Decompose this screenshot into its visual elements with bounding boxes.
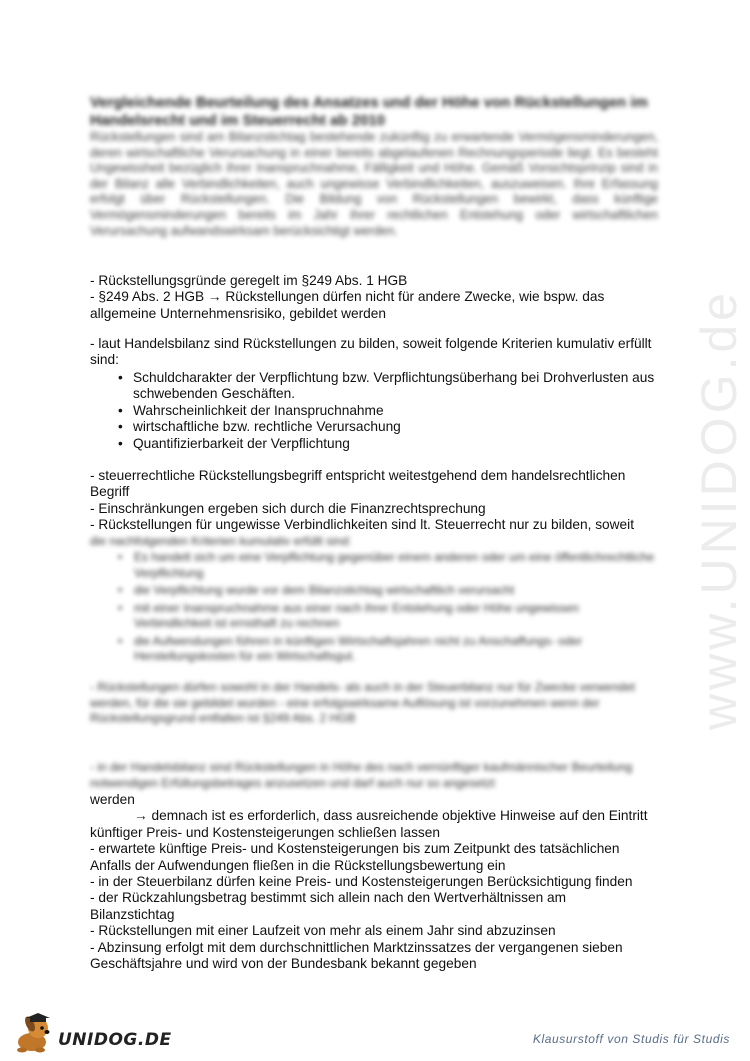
text-line: Anfalls der Aufwendungen fließen in die Rückstellungsbewertung ein [90, 857, 506, 873]
text-line: - laut Handelsbilanz sind Rückstellungen zu bilden, soweit folgende Kriterien kumulativ erfüllt [90, 336, 652, 351]
list-item: • Wahrscheinlichkeit der Inanspruchnahme [118, 403, 663, 419]
text-line: - in der Steuerbilanz dürfen keine Preis- und Kostensteigerungen Berücksichtigung finden [90, 874, 633, 890]
dog-icon [8, 1012, 60, 1056]
logo-text: UNIDOG.DE [58, 1030, 172, 1050]
text-line: künftiger Preis- und Kostensteigerungen schließen lassen [90, 824, 440, 840]
section-rueckstellungsgruende [90, 273, 665, 322]
text-line: - Rückstellungen mit einer Laufzeit von mehr als einem Jahr sind abzuzinsen [90, 923, 556, 939]
blurred-criteria-list [118, 550, 658, 667]
text-line: - Rückstellungen für ungewisse Verbindlichkeiten sind lt. Steuerrecht nur zu bilden, soweit [90, 517, 634, 533]
blurred-criteria-intro: die nachfolgenden Kriterien kumulativ erfüllt sind: [90, 534, 352, 548]
text-line: - der Rückzahlungsbetrag bestimmt sich allein nach den Wertverhältnissen am [90, 890, 566, 906]
section-steuerrecht [90, 468, 665, 534]
blurred-paragraph: - in der Handelsbilanz sind Rückstellungen in Höhe des nach vernünftiger kaufmännischer Beurteilung notwendigen Erfüllungsbetrages anzusetzen und darf auch nur so angesetzt [90, 760, 633, 790]
text-line: Bilanzstichtag [90, 906, 175, 922]
text-line: Geschäftsjahre und wird von der Bundesbank bekannt gegeben [90, 956, 477, 972]
text-line: → demnach ist es erforderlich, dass ausreichende objektive Hinweise auf den Eintritt [134, 808, 648, 824]
text-line: sind: [90, 352, 119, 368]
text-line: Begriff [90, 484, 130, 500]
text-line: - Abzinsung erfolgt mit dem durchschnittlichen Marktzinssatzes der vergangenen sieben [90, 939, 623, 955]
text-line: - Einschränkungen ergeben sich durch die Finanzrechtsprechung [90, 500, 486, 516]
text-line: - Rückstellungsgründe geregelt im §249 Abs. 1 HGB [90, 273, 408, 288]
intro-paragraph: Rückstellungen sind am Bilanzstichtag bestehende zukünftig zu erwartende Vermögensminderungen, deren wirtschaftliche Verursachung in einer bereits abgelaufenen Rechnungsperiode liegt. Es besteht Ungewissheit bezüglich ihrer Inanspruchnahme, Fälligkeit und Höhe. Gemäß Vorsichtsprinzip sind in der Bilanz alle Verbindlichkeiten, auch ungewisse Verbindlichkeiten, auszuweisen. Ihre Erfassung erfolgt über Rückstellungen. Die Bildung von Rückstellungen bewirkt, dass künftige Vermögensminderungen bereits im Jahr ihrer rechtlichen Entstehung oder wirtschaftlichen Verursachung aufwandswirksam berücksichtigt werden. [90, 130, 658, 238]
list-item: • Schuldcharakter der Verpflichtung bzw. Verpflichtungsüberhang bei Drohverlusten aus schwebenden Geschäften. [118, 370, 663, 403]
text-line: allgemeine Unternehmensrisiko, gebildet werden [90, 305, 386, 321]
watermark: www.UNIDOG.de [691, 289, 747, 730]
text-line: - erwartete künftige Preis- und Kostensteigerungen bis zum Zeitpunkt des tatsächlichen [90, 841, 620, 857]
criteria-list [118, 370, 663, 452]
footer-slogan: Klausurstoff von Studis für Studis [532, 1032, 730, 1046]
text-line: werden [90, 792, 135, 807]
text-line: - §249 Abs. 2 HGB → Rückstellungen dürfen nicht für andere Zwecke, wie bspw. das [90, 289, 605, 305]
blurred-paragraph: - Rückstellungen dürfen sowohl in der Handels- als auch in der Steuerbilanz nur für Zwecke verwendet werden, für die sie gebildet wurden - eine erfolgswirksame Auflösung ist vorzunehmen wenn der Rückstellungsgrund entfallen ist §249 Abs. 2 HGB [90, 680, 635, 725]
list-item: • Es handelt sich um eine Verpflichtung gegenüber einem anderen oder um eine öffentlichrechtliche Verpflichtung [118, 550, 658, 581]
document-heading: Vergleichende Beurteilung des Ansatzes und der Höhe von Rückstellungen im Handelsrecht und im Steuerrecht ab 2010 [90, 94, 648, 129]
list-item: • wirtschaftliche bzw. rechtliche Verursachung [118, 419, 663, 435]
list-item: • die Aufwendungen führen in künftigen Wirtschaftsjahren nicht zu Anschaffungs- oder Herstellungskosten für ein Wirtschaftsgut. [118, 634, 658, 665]
unidog-logo[interactable] [8, 1012, 172, 1056]
section-bewertung [90, 792, 665, 972]
list-item: • mit einer Inanspruchnahme aus einer nach ihrer Entstehung oder Höhe ungewissen Verbindlichkeit ist ernsthaft zu rechnen [118, 601, 658, 632]
list-item: • Quantifizierbarkeit der Verpflichtung [118, 436, 663, 452]
list-item: • die Verpflichtung wurde vor dem Bilanzstichtag wirtschaftlich verursacht [118, 583, 658, 599]
text-line: - steuerrechtliche Rückstellungsbegriff entspricht weitestgehend dem handelsrechtlichen [90, 468, 626, 483]
section-handelsbilanz [90, 336, 665, 369]
